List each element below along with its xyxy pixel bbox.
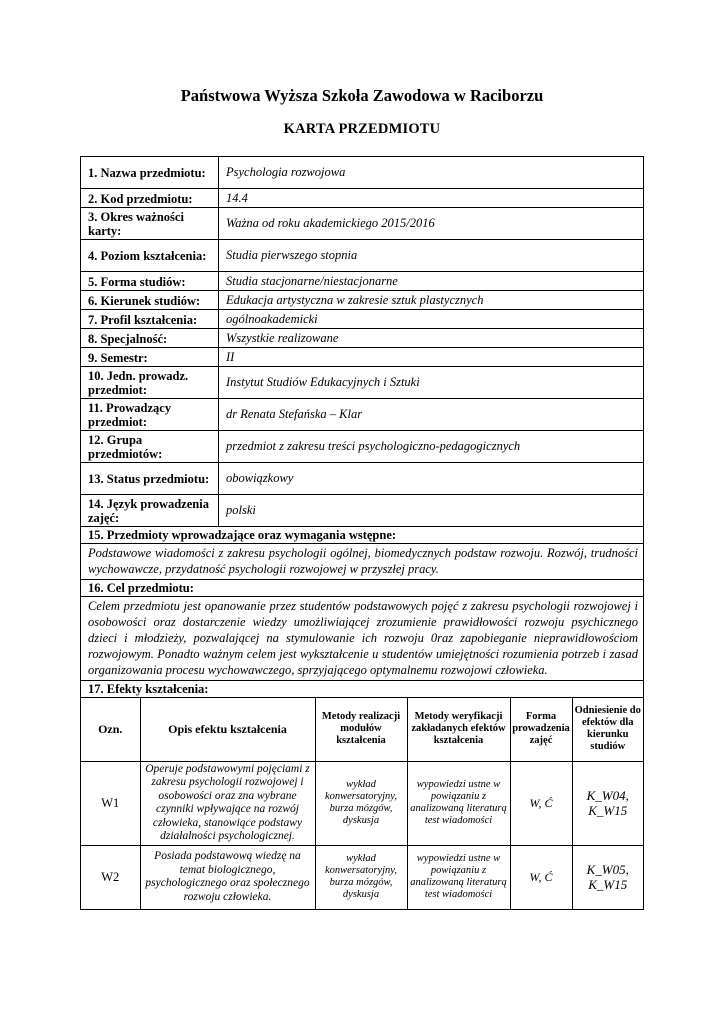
field-label: 4. Poziom kształcenia:: [81, 240, 219, 271]
field-label: 8. Specjalność:: [81, 329, 219, 347]
school-name: Państwowa Wyższa Szkoła Zawodowa w Raciborzu: [180, 86, 544, 105]
field-value: Psychologia rozwojowa: [226, 165, 346, 179]
field-value: II: [226, 349, 235, 364]
document-title: KARTA PRZEDMIOTU: [283, 121, 441, 137]
field-value: przedmiot z zakresu treści psychologiczno-pedagogicznych: [226, 439, 521, 453]
field-label: 12. Grupa przedmiotów:: [81, 431, 219, 462]
field-label: 9. Semestr:: [81, 348, 219, 366]
field-label: 11. Prowadzący przedmiot:: [81, 399, 219, 430]
effect-verification: wypowiedzi ustne w powiązaniu z analizowaną literaturą test wiadomości: [407, 761, 510, 845]
effect-code: W1: [81, 761, 140, 845]
effect-description: Operuje podstawowymi pojęciami z zakresu psychologii rozwojowej i osobowości oraz zna wybrane czynniki wpływające na rozwój człowieka, stanowiące podstawy działalności psychologicznej.: [140, 761, 315, 845]
field-label: 1. Nazwa przedmiotu:: [81, 157, 219, 188]
effect-refs: K_W04, K_W15: [572, 761, 643, 845]
field-value: Ważna od roku akademickiego 2015/2016: [226, 216, 435, 230]
field-label: 13. Status przedmiotu:: [81, 463, 219, 494]
field-label: 3. Okres ważności karty:: [81, 208, 219, 239]
course-card-table: [80, 156, 644, 910]
field-value: 14.4: [226, 190, 248, 205]
effect-code: W2: [81, 845, 140, 909]
field-value: dr Renata Stefańska – Klar: [226, 407, 363, 421]
effect-methods: wykład konwersatoryjny, burza mózgów, dyskusja: [315, 845, 407, 909]
header-form: Forma prowadzenia zajęć: [510, 698, 572, 761]
field-value: Edukacja artystyczna w zakresie sztuk plastycznych: [226, 292, 484, 307]
field-row-form: [81, 272, 643, 291]
table-row: [81, 761, 643, 845]
field-row-specialty: [81, 329, 643, 348]
field-label: 5. Forma studiów:: [81, 272, 219, 290]
field-row-level: [81, 240, 643, 272]
field-label: 7. Profil kształcenia:: [81, 310, 219, 328]
goal-heading: 16. Cel przedmiotu:: [81, 580, 643, 597]
effects-table: [81, 698, 643, 909]
goal-text: Celem przedmiotu jest opanowanie przez studentów podstawowych pojęć z zakresu psychologii rozwojowej i osobowości oraz dostarczenie wiedzy umożliwiającej zrozumienie prawidłowości rozwoju psychicznego dzieci i młodzieży, pozwalającej na stymulowanie ich rozwoju 0raz zapobieganie nieprawidłowościom rozwojowym. Ponadto ważnym celem jest wykształcenie u studentów umiejętności rozumienia potrzeb i zasad organizowania procesu wychowawczego, sprzyjającego optymalnemu rozwojowi człowieka.: [81, 597, 643, 681]
field-row-language: [81, 495, 643, 527]
field-label: 10. Jedn. prowadz. przedmiot:: [81, 367, 219, 398]
field-row-group: [81, 431, 643, 463]
effect-refs: K_W05, K_W15: [572, 845, 643, 909]
field-value: polski: [226, 503, 256, 517]
field-label: 2. Kod przedmiotu:: [81, 189, 219, 207]
field-row-unit: [81, 367, 643, 399]
field-label: 14. Język prowadzenia zajęć:: [81, 495, 219, 526]
field-row-profile: [81, 310, 643, 329]
header-desc: Opis efektu kształcenia: [140, 698, 315, 761]
prereq-heading: 15. Przedmioty wprowadzające oraz wymagania wstępne:: [81, 527, 643, 544]
effect-form: W, Ć: [510, 761, 572, 845]
header-no: Ozn.: [81, 698, 140, 761]
field-label: 6. Kierunek studiów:: [81, 291, 219, 309]
effects-header-row: [81, 698, 643, 761]
field-row-status: [81, 463, 643, 495]
field-value: Wszystkie realizowane: [226, 330, 339, 345]
field-value: Studia stacjonarne/niestacjonarne: [226, 273, 398, 288]
effect-methods: wykład konwersatoryjny, burza mózgów, dyskusja: [315, 761, 407, 845]
table-row: [81, 845, 643, 909]
field-row-validity: [81, 208, 643, 240]
field-row-code: [81, 189, 643, 208]
field-value: ogólnoakademicki: [226, 311, 318, 326]
prereq-text: Podstawowe wiadomości z zakresu psychologii ogólnej, biomedycznych podstaw rozwoju. Rozwój, trudności wychowawcze, przydatność psychologii rozwojowej w przyszłej pracy.: [81, 544, 643, 580]
header-refs: Odniesienie do efektów dla kierunku studiów: [572, 698, 643, 761]
effect-verification: wypowiedzi ustne w powiązaniu z analizowaną literaturą test wiadomości: [407, 845, 510, 909]
field-value: Instytut Studiów Edukacyjnych i Sztuki: [226, 375, 420, 389]
effects-heading: 17. Efekty kształcenia:: [81, 681, 643, 698]
field-row-direction: [81, 291, 643, 310]
field-value: Studia pierwszego stopnia: [226, 248, 358, 262]
field-row-semester: [81, 348, 643, 367]
field-row-name: [81, 157, 643, 189]
effect-description: Posiada podstawową wiedzę na temat biologicznego, psychologicznego oraz społecznego rozwoju człowieka.: [140, 845, 315, 909]
header-verification: Metody weryfikacji zakładanych efektów kształcenia: [407, 698, 510, 761]
header-methods: Metody realizacji modułów kształcenia: [315, 698, 407, 761]
effect-form: W, Ć: [510, 845, 572, 909]
field-row-lecturer: [81, 399, 643, 431]
field-value: obowiązkowy: [226, 471, 294, 485]
